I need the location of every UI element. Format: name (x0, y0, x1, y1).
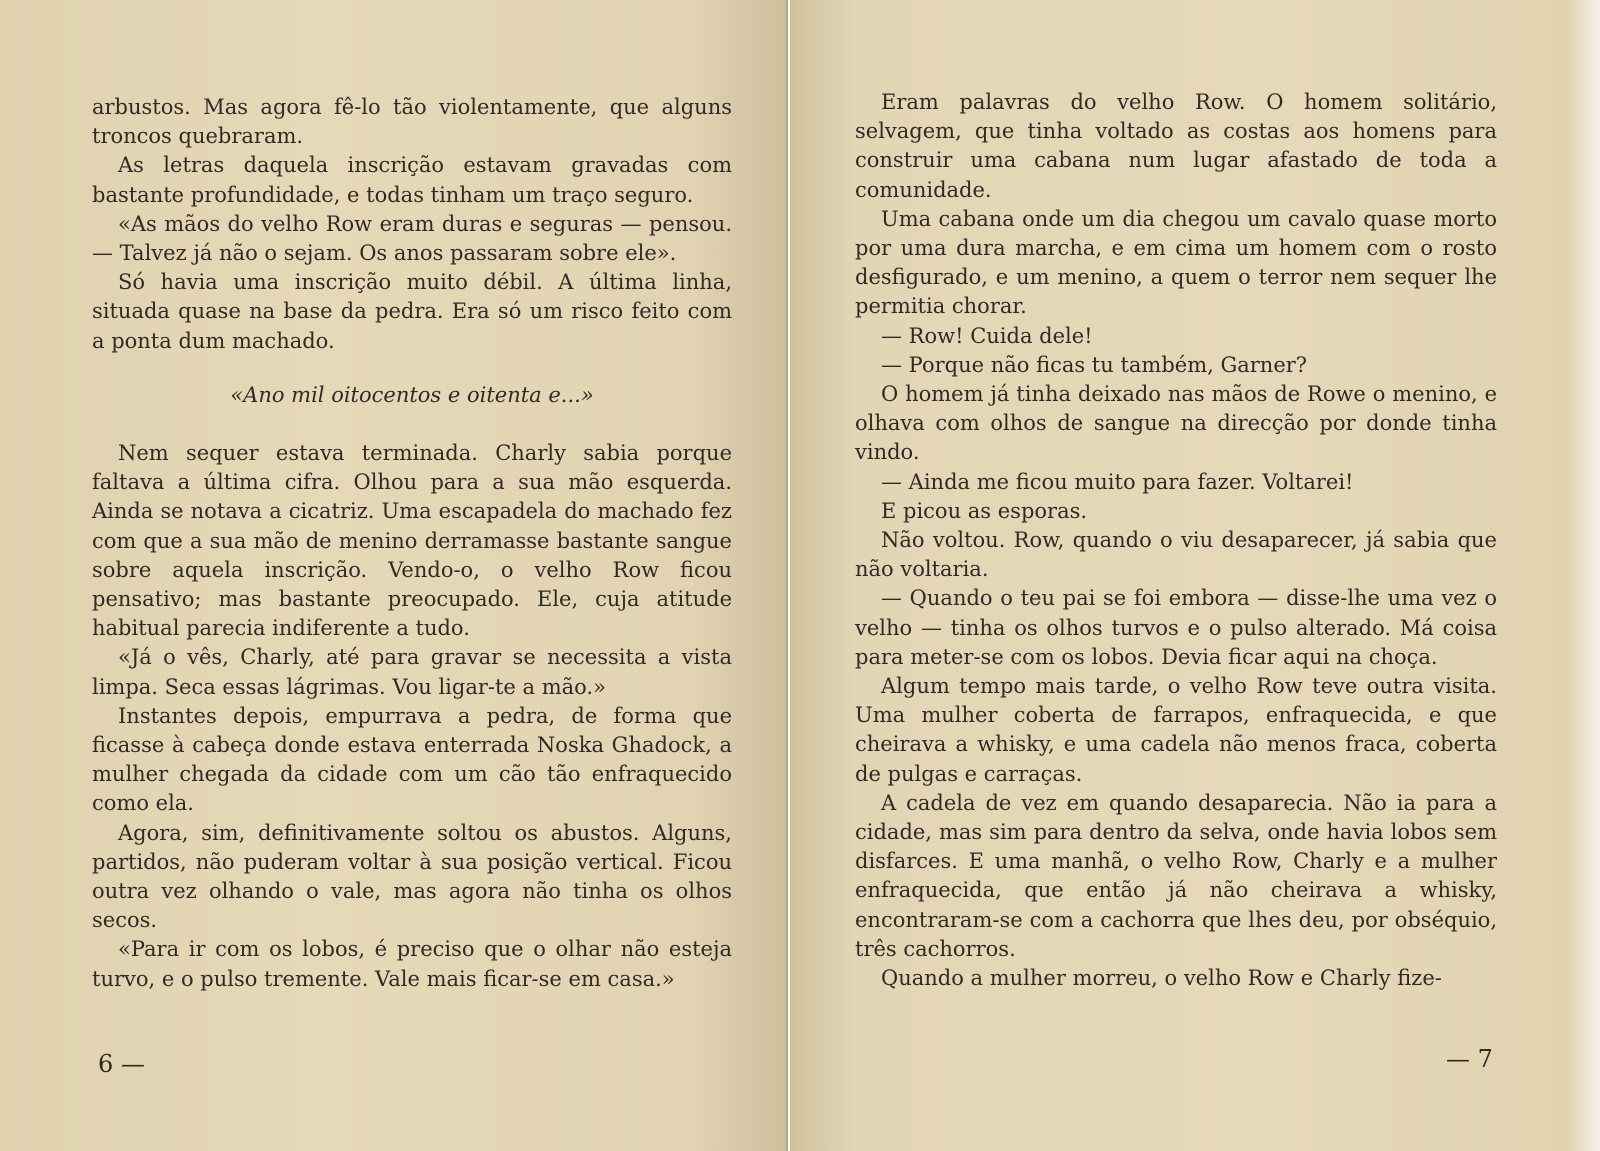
paragraph: Instantes depois, empurrava a pedra, de forma que ficasse à cabeça donde estava enterrada Noska Ghadock, a mulher chegada da cidade com um cão tão enfraquecido como ela. (92, 703, 732, 816)
dialogue-line: — Quando o teu pai se foi embora — disse-lhe uma vez o velho — tinha os olhos turvos e o pulso alterado. Má coisa para meter-se com os lobos. Devia ficar aqui na choça. (855, 586, 1497, 669)
paragraph: Nem sequer estava terminada. Charly sabia porque faltava a última cifra. Olhou para a sua mão esquerda. Ainda se notava a cicatriz. Uma escapadela do machado fez com que a sua mão de menino derramasse bastante sangue sobre aquela inscrição. Vendo-o, o velho Row ficou pensativo; mas bastante preocupado. Ele, cuja atitude habitual parecia indiferente a tudo. (92, 441, 732, 641)
page-number-right: — 7 (1446, 1045, 1493, 1073)
inscription-quote: «Ano mil oitocentos e oitenta e...» (230, 382, 594, 407)
paragraph: Agora, sim, definitivamente soltou os abustos. Alguns, partidos, não puderam voltar à sua posição vertical. Ficou outra vez olhando o vale, mas agora não tinha os olhos secos. (92, 820, 732, 933)
paragraph: Não voltou. Row, quando o viu desaparecer, já sabia que não voltaria. (855, 528, 1497, 582)
dialogue-line: — Row! Cuida dele! (881, 323, 1093, 348)
page-number-left: 6 — (98, 1050, 145, 1078)
paragraph: Quando a mulher morreu, o velho Row e Charly fize- (881, 966, 1442, 991)
dialogue-line: — Porque não ficas tu também, Garner? (881, 352, 1308, 377)
left-page-text (92, 93, 732, 994)
paragraph: «Já o vês, Charly, até para gravar se necessita a vista limpa. Seca essas lágrimas. Vou ligar-te a mão.» (92, 645, 732, 699)
paragraph: E picou as esporas. (881, 498, 1088, 523)
paragraph: Eram palavras do velho Row. O homem solitário, selvagem, que tinha voltado as costas aos homens para construir uma cabana num lugar afastado de toda a comunidade. (855, 90, 1497, 202)
paragraph: Algum tempo mais tarde, o velho Row teve outra visita. Uma mulher coberta de farrapos, enfraquecida, e que cheirava a whisky, e uma cadela não menos fraca, coberta de pulgas e carraças. (855, 674, 1497, 786)
paragraph: «Para ir com os lobos, é preciso que o olhar não esteja turvo, e o pulso tremente. Vale mais ficar-se em casa.» (92, 937, 732, 991)
paragraph: A cadela de vez em quando desaparecia. Não ia para a cidade, mas sim para dentro da selva, onde havia lobos sem disfarces. E uma manhã, o velho Row, Charly e a mulher enfraquecida, que então já não cheirava a whisky, encontraram-se com a cachorra que lhes deu, por obséquio, três cachorros. (855, 790, 1497, 961)
dialogue-line: — Ainda me ficou muito para fazer. Voltarei! (881, 469, 1354, 494)
paragraph: «As mãos do velho Row eram duras e seguras — pensou. — Talvez já não o sejam. Os anos passaram sobre ele». (92, 211, 732, 266)
paragraph: arbustos. Mas agora fê-lo tão violentamente, que alguns troncos quebraram. (92, 95, 732, 149)
paragraph: Só havia uma inscrição muito débil. A última linha, situada quase na base da pedra. Era só um risco feito com a ponta dum machado. (92, 270, 732, 353)
paragraph: O homem já tinha deixado nas mãos de Rowe o menino, e olhava com olhos de sangue na direcção por donde tinha vindo. (855, 382, 1497, 465)
paragraph: As letras daquela inscrição estavam gravadas com bastante profundidade, e todas tinham um traço seguro. (92, 153, 732, 207)
paragraph: Uma cabana onde um dia chegou um cavalo quase morto por uma dura marcha, e em cima um homem com o rosto desfigurado, e um menino, a quem o terror nem sequer lhe permitia chorar. (855, 206, 1497, 319)
right-page-text (855, 88, 1497, 993)
